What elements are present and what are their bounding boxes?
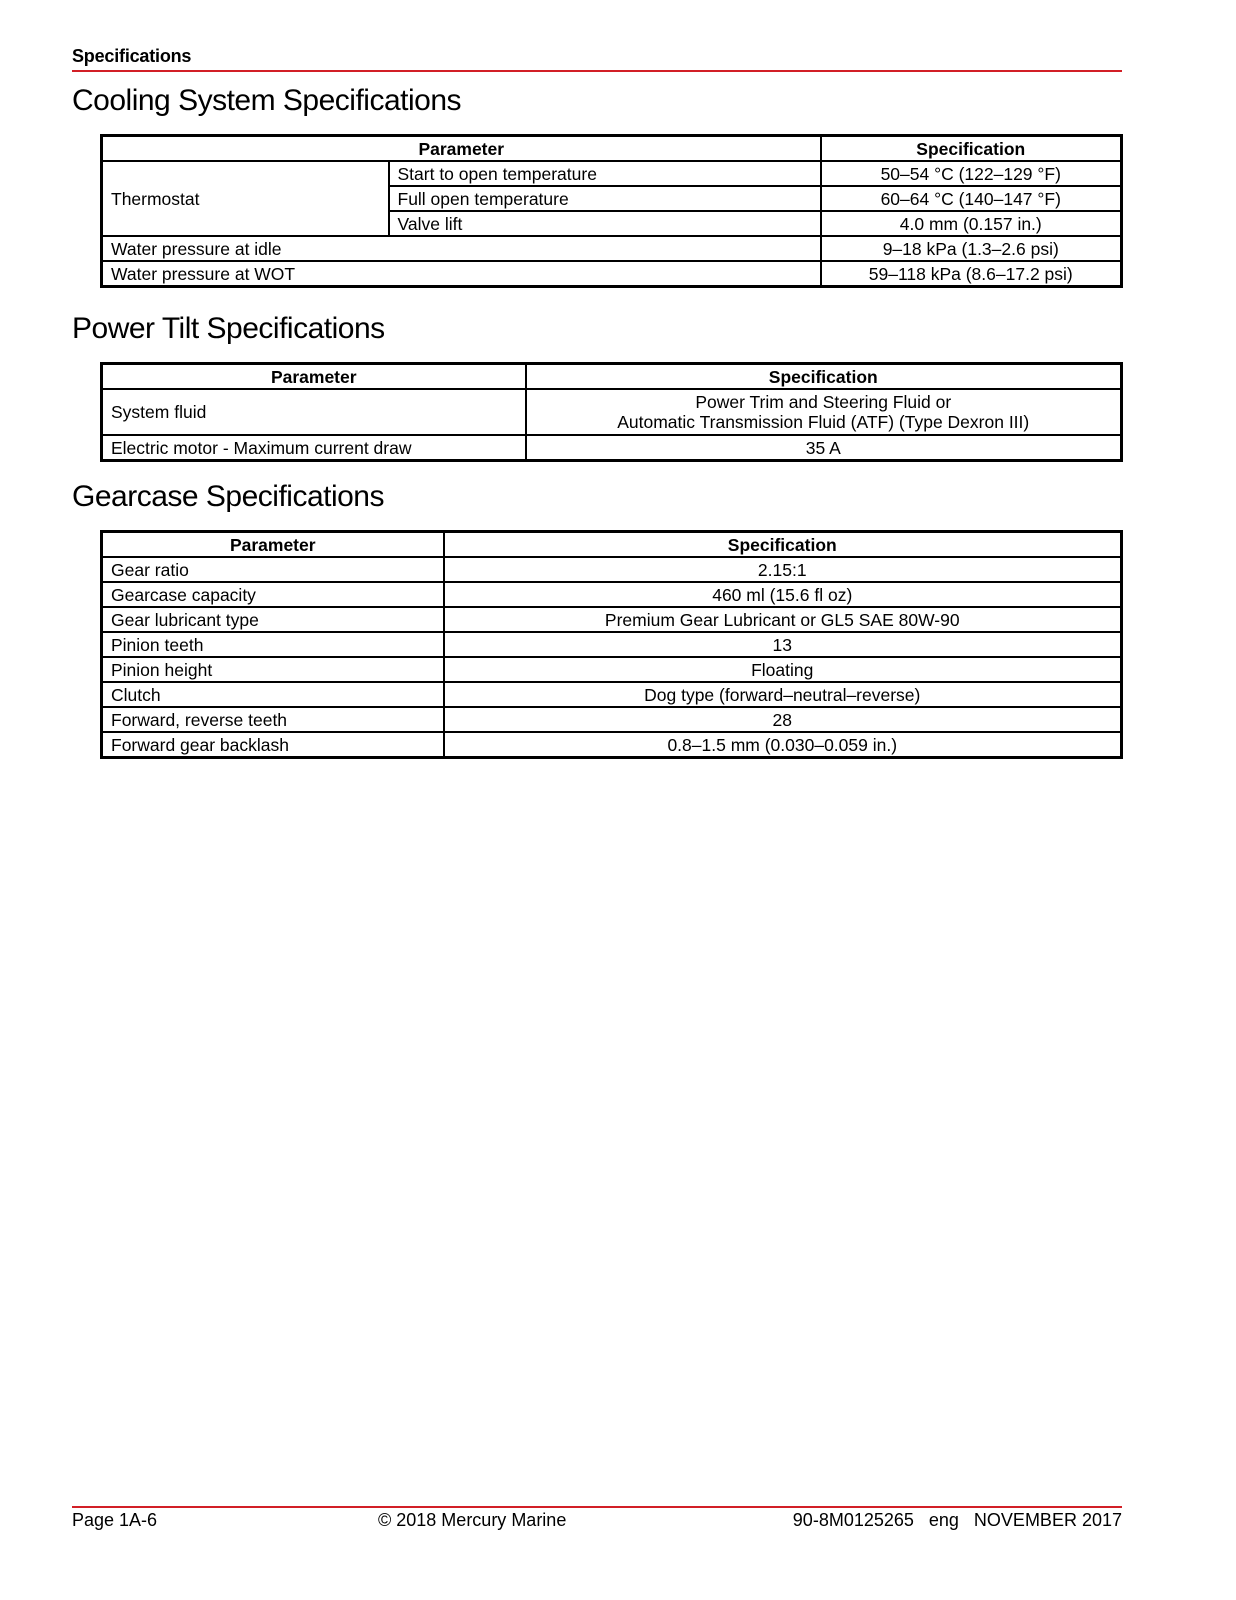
param-cell: Forward gear backlash — [102, 732, 444, 758]
param-cell: Forward, reverse teeth — [102, 707, 444, 732]
power-tilt-section-title: Power Tilt Specifications — [72, 312, 385, 345]
param-cell: Water pressure at idle — [102, 236, 821, 261]
spec-cell: 35 A — [526, 435, 1122, 461]
table-row — [102, 657, 1122, 682]
power-tilt-spec-table — [100, 362, 1123, 462]
table-row — [102, 389, 1122, 435]
spec-cell: 2.15:1 — [444, 557, 1122, 582]
spec-cell: Dog type (forward–neutral–reverse) — [444, 682, 1122, 707]
spec-cell: Floating — [444, 657, 1122, 682]
param-cell: Gear ratio — [102, 557, 444, 582]
spec-cell: 9–18 kPa (1.3–2.6 psi) — [821, 236, 1122, 261]
gearcase-section-title: Gearcase Specifications — [72, 480, 384, 513]
param-cell: Valve lift — [389, 211, 821, 236]
table-row — [102, 732, 1122, 758]
parameter-header: Parameter — [102, 364, 526, 390]
footer-rule — [72, 1506, 1122, 1508]
table-row — [102, 632, 1122, 657]
param-cell: Start to open temperature — [389, 161, 821, 186]
param-cell: Pinion teeth — [102, 632, 444, 657]
table-row — [102, 582, 1122, 607]
param-cell: Gearcase capacity — [102, 582, 444, 607]
spec-cell: 13 — [444, 632, 1122, 657]
table-row — [102, 161, 1122, 186]
gearcase-spec-table — [100, 530, 1123, 759]
table-header-row — [102, 364, 1122, 390]
specification-header: Specification — [821, 136, 1122, 162]
table-row — [102, 435, 1122, 461]
header-rule — [72, 70, 1122, 72]
cooling-spec-table — [100, 134, 1123, 288]
parameter-header: Parameter — [102, 136, 821, 162]
table-row — [102, 707, 1122, 732]
table-row — [102, 557, 1122, 582]
spec-cell: 460 ml (15.6 fl oz) — [444, 582, 1122, 607]
spec-cell: 60–64 °C (140–147 °F) — [821, 186, 1122, 211]
footer-doc-info: 90-8M0125265 eng NOVEMBER 2017 — [792, 1510, 1122, 1530]
spec-cell: 0.8–1.5 mm (0.030–0.059 in.) — [444, 732, 1122, 758]
spec-cell: Premium Gear Lubricant or GL5 SAE 80W-90 — [444, 607, 1122, 632]
running-head: Specifications — [72, 46, 192, 66]
parameter-header: Parameter — [102, 532, 444, 558]
param-cell: Full open temperature — [389, 186, 821, 211]
cooling-section-title: Cooling System Specifications — [72, 84, 462, 117]
spec-cell: 28 — [444, 707, 1122, 732]
param-cell: Pinion height — [102, 657, 444, 682]
spec-line: Automatic Transmission Fluid (ATF) (Type Dexron III) — [617, 412, 1030, 432]
footer-copyright: © 2018 Mercury Marine — [378, 1510, 567, 1530]
table-header-row — [102, 136, 1122, 162]
spec-line: Power Trim and Steering Fluid or — [695, 392, 952, 412]
thermostat-label: Thermostat — [102, 161, 389, 236]
spec-cell: 4.0 mm (0.157 in.) — [821, 211, 1122, 236]
footer-page-number: Page 1A-6 — [72, 1510, 158, 1530]
specification-header: Specification — [526, 364, 1122, 390]
param-cell: Gear lubricant type — [102, 607, 444, 632]
spec-cell — [526, 389, 1122, 435]
table-row — [102, 261, 1122, 287]
table-row — [102, 607, 1122, 632]
param-cell: Electric motor - Maximum current draw — [102, 435, 526, 461]
table-row — [102, 682, 1122, 707]
table-header-row — [102, 532, 1122, 558]
specification-header: Specification — [444, 532, 1122, 558]
param-cell: System fluid — [102, 389, 526, 435]
spec-cell: 59–118 kPa (8.6–17.2 psi) — [821, 261, 1122, 287]
table-row — [102, 236, 1122, 261]
spec-cell: 50–54 °C (122–129 °F) — [821, 161, 1122, 186]
param-cell: Clutch — [102, 682, 444, 707]
param-cell: Water pressure at WOT — [102, 261, 821, 287]
